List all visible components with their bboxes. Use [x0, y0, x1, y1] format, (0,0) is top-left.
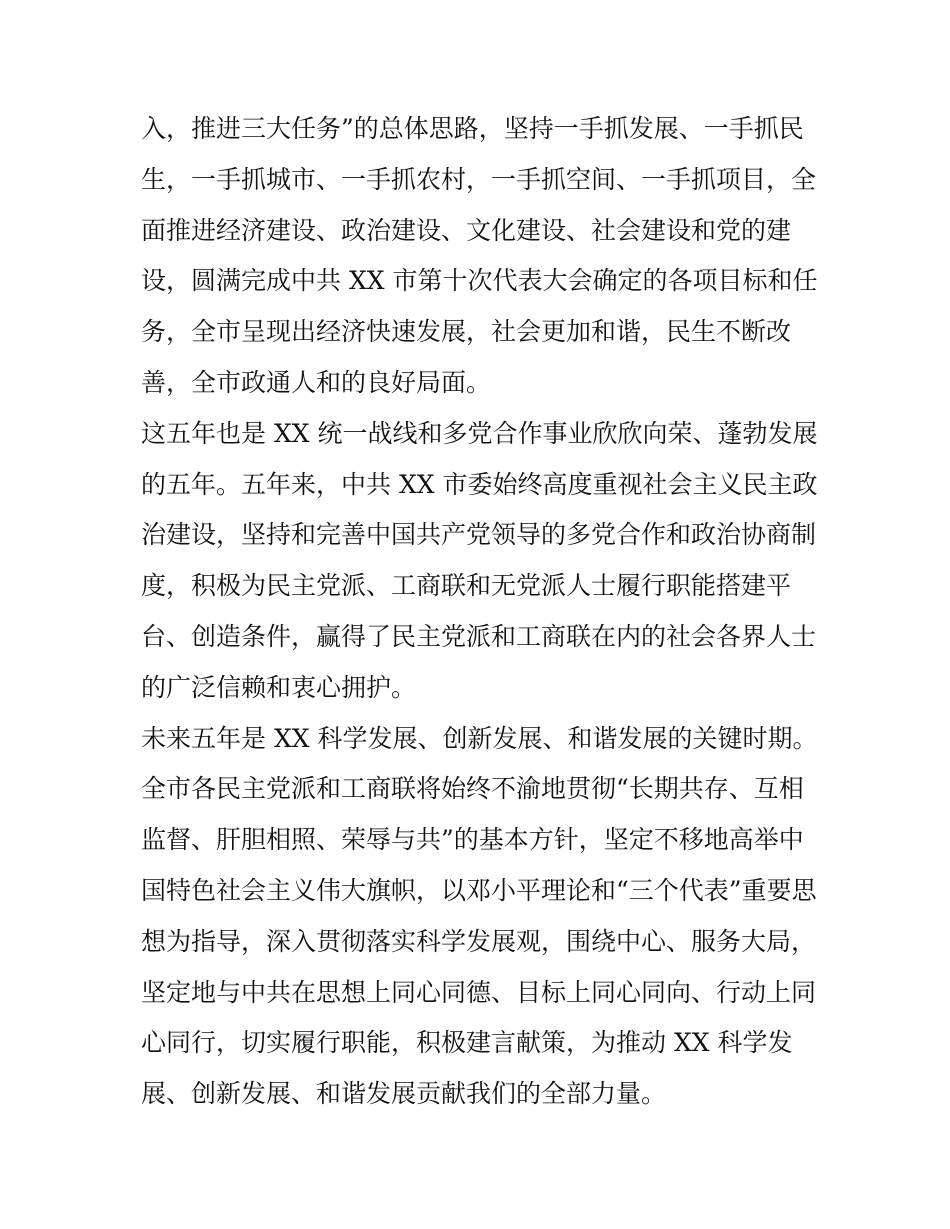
text-line: 坚定地与中共在思想上同心同德、目标上同心同向、行动上同 — [141, 977, 817, 1007]
text-line: 设，圆满完成中共 XX 市第十次代表大会确定的各项目标和任 — [141, 266, 818, 296]
text-line: 生，一手抓城市、一手抓农村，一手抓空间、一手抓项目，全 — [141, 164, 817, 194]
text-line: 的五年。五年来，中共 XX 市委始终高度重视社会主义民主政 — [141, 469, 818, 499]
text-line: 监督、肝胆相照、荣辱与共”的基本方针，坚定不移地高举中 — [141, 825, 804, 855]
text-line: 展、创新发展、和谐发展贡献我们的全部力量。 — [141, 1079, 667, 1109]
text-line: 治建设，坚持和完善中国共产党领导的多党合作和政治协商制 — [141, 520, 817, 550]
text-line: 未来五年是 XX 科学发展、创新发展、和谐发展的关键时期。 — [141, 723, 818, 753]
text-line: 国特色社会主义伟大旗帜，以邓小平理论和“三个代表”重要思 — [141, 875, 817, 905]
text-line: 全市各民主党派和工商联将始终不渝地贯彻“长期共存、互相 — [141, 774, 804, 804]
text-line: 这五年也是 XX 统一战线和多党合作事业欣欣向荣、蓬勃发展 — [141, 418, 818, 448]
text-line: 想为指导，深入贯彻落实科学发展观，围绕中心、服务大局， — [141, 926, 817, 956]
text-line: 入，推进三大任务”的总体思路，坚持一手抓发展、一手抓民 — [141, 114, 804, 143]
text-line: 台、创造条件，赢得了民主党派和工商联在内的社会各界人士 — [141, 621, 817, 651]
text-line: 面推进经济建设、政治建设、文化建设、社会建设和党的建 — [141, 215, 792, 245]
text-line: 度，积极为民主党派、工商联和无党派人士履行职能搭建平 — [141, 571, 792, 601]
body-text — [141, 104, 821, 1120]
text-line: 善，全市政通人和的良好局面。 — [141, 367, 492, 397]
text-line: 的广泛信赖和衷心拥护。 — [141, 672, 417, 702]
text-line: 务，全市呈现出经济快速发展，社会更加和谐，民生不断改 — [141, 317, 792, 347]
text-line: 心同行，切实履行职能，积极建言献策，为推动 XX 科学发 — [141, 1028, 793, 1058]
